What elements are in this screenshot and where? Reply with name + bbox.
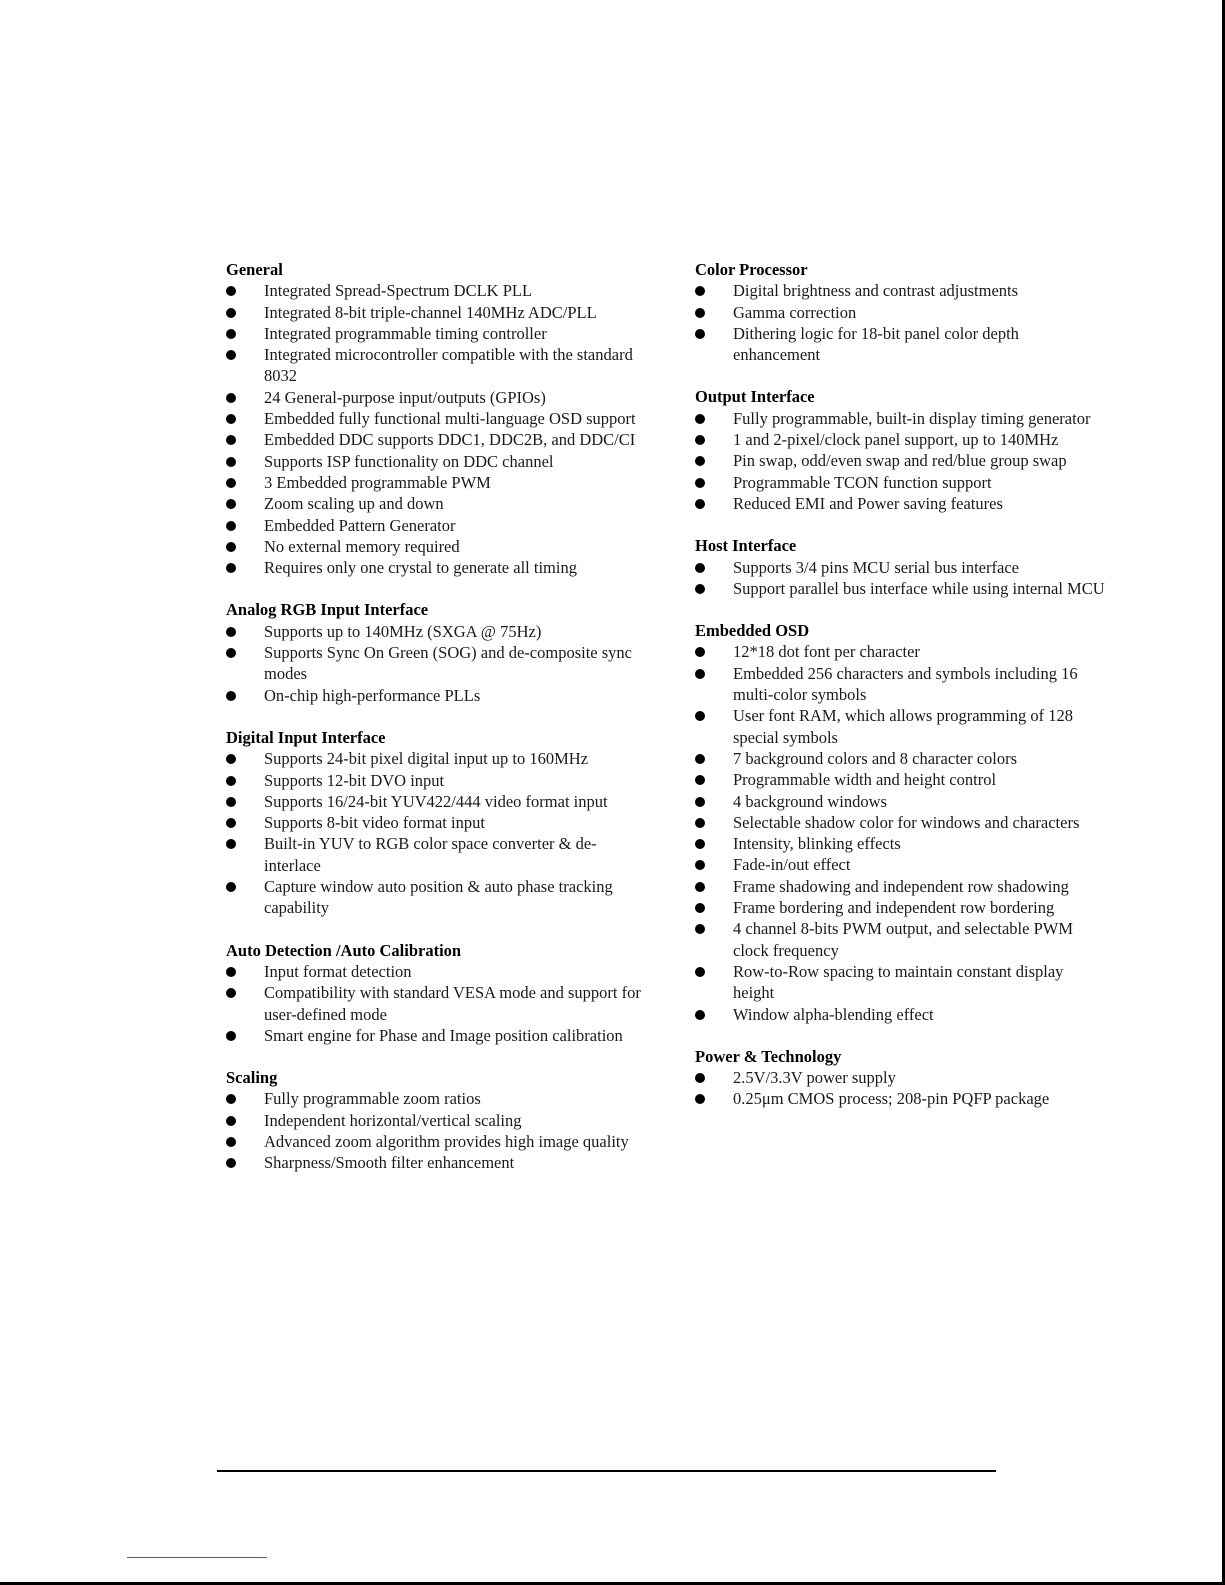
feature-item: Supports 16/24-bit YUV422/444 video format input xyxy=(226,791,646,812)
section-title: Scaling xyxy=(226,1068,278,1088)
section-title: Color Processor xyxy=(695,260,808,279)
feature-list xyxy=(695,280,1107,365)
feature-list xyxy=(226,961,646,1046)
feature-item: Programmable width and height control xyxy=(695,769,1107,790)
feature-list xyxy=(226,748,646,918)
feature-item: Compatibility with standard VESA mode and support for user-defined mode xyxy=(226,982,646,1025)
feature-list xyxy=(695,557,1107,600)
section-general xyxy=(226,259,646,578)
feature-item: Supports ISP functionality on DDC channel xyxy=(226,451,646,472)
feature-list xyxy=(695,641,1107,1024)
feature-item: Sharpness/Smooth filter enhancement xyxy=(226,1152,646,1173)
feature-item: Requires only one crystal to generate all timing xyxy=(226,557,646,578)
feature-list xyxy=(695,408,1107,514)
section-title: Output Interface xyxy=(695,387,815,407)
feature-item: Supports 12-bit DVO input xyxy=(226,770,646,791)
feature-item: Fully programmable zoom ratios xyxy=(226,1088,646,1109)
feature-item: Intensity, blinking effects xyxy=(695,833,1107,854)
section-power-technology xyxy=(695,1046,1107,1110)
section-output-interface xyxy=(695,386,1107,514)
section-scaling xyxy=(226,1067,646,1173)
feature-item: Supports 8-bit video format input xyxy=(226,812,646,833)
feature-item: Input format detection xyxy=(226,961,646,982)
feature-item: Supports up to 140MHz (SXGA @ 75Hz) xyxy=(226,621,646,642)
feature-item: Pin swap, odd/even swap and red/blue group swap xyxy=(695,450,1107,471)
feature-item: Smart engine for Phase and Image position calibration xyxy=(226,1025,646,1046)
feature-item: On-chip high-performance PLLs xyxy=(226,685,646,706)
feature-item: Integrated programmable timing controller xyxy=(226,323,646,344)
section-title: Host Interface xyxy=(695,536,797,556)
feature-item: Independent horizontal/vertical scaling xyxy=(226,1110,646,1131)
feature-item: Support parallel bus interface while using internal MCU xyxy=(695,578,1107,599)
feature-item: Integrated Spread-Spectrum DCLK PLL xyxy=(226,280,646,301)
feature-item: Built-in YUV to RGB color space converter & de-interlace xyxy=(226,833,646,876)
feature-item: 24 General-purpose input/outputs (GPIOs) xyxy=(226,387,646,408)
feature-item: Embedded DDC supports DDC1, DDC2B, and DDC/CI xyxy=(226,429,646,450)
feature-item: Frame shadowing and independent row shadowing xyxy=(695,876,1107,897)
feature-item: Dithering logic for 18-bit panel color depth enhancement xyxy=(695,323,1107,366)
feature-item: Selectable shadow color for windows and characters xyxy=(695,812,1107,833)
feature-item: Supports 24-bit pixel digital input up to 160MHz xyxy=(226,748,646,769)
feature-list xyxy=(226,621,646,706)
section-title: Embedded OSD xyxy=(695,621,810,641)
feature-item: Window alpha-blending effect xyxy=(695,1004,1107,1025)
feature-list xyxy=(226,280,646,578)
section-title: Digital Input Interface xyxy=(226,727,386,747)
feature-item: Gamma correction xyxy=(695,302,1107,323)
section-title: Auto Detection /Auto Calibration xyxy=(226,940,462,960)
feature-item: Fully programmable, built-in display timing generator xyxy=(695,408,1107,429)
section-host-interface xyxy=(695,535,1107,599)
left-column xyxy=(226,259,646,1195)
feature-item: 7 background colors and 8 character colors xyxy=(695,748,1107,769)
feature-item: Fade-in/out effect xyxy=(695,854,1107,875)
feature-item: Reduced EMI and Power saving features xyxy=(695,493,1107,514)
feature-item: Integrated microcontroller compatible with the standard 8032 xyxy=(226,344,646,387)
feature-item: 4 channel 8-bits PWM output, and selectable PWM clock frequency xyxy=(695,918,1107,961)
feature-item: 4 background windows xyxy=(695,791,1107,812)
feature-item: Advanced zoom algorithm provides high image quality xyxy=(226,1131,646,1152)
feature-item: Supports 3/4 pins MCU serial bus interface xyxy=(695,557,1107,578)
feature-list xyxy=(695,1067,1107,1110)
feature-item: Supports Sync On Green (SOG) and de-composite sync modes xyxy=(226,642,646,685)
feature-item: 0.25μm CMOS process; 208-pin PQFP package xyxy=(695,1088,1107,1109)
feature-list xyxy=(226,1088,646,1173)
feature-item: User font RAM, which allows programming of 128 special symbols xyxy=(695,705,1107,748)
feature-item: Capture window auto position & auto phase tracking capability xyxy=(226,876,646,919)
feature-item: 12*18 dot font per character xyxy=(695,641,1107,662)
section-title: Power & Technology xyxy=(695,1046,842,1066)
feature-item: 1 and 2-pixel/clock panel support, up to 140MHz xyxy=(695,429,1107,450)
feature-item: Row-to-Row spacing to maintain constant display height xyxy=(695,961,1107,1004)
section-analog-rgb-input-interface xyxy=(226,599,646,705)
section-embedded-osd xyxy=(695,620,1107,1025)
feature-item: Frame bordering and independent row bordering xyxy=(695,897,1107,918)
feature-item: No external memory required xyxy=(226,536,646,557)
footer-link-underline xyxy=(127,1557,267,1558)
section-auto-detection-auto-calibration xyxy=(226,940,646,1046)
feature-item: Digital brightness and contrast adjustments xyxy=(695,280,1107,301)
section-digital-input-interface xyxy=(226,727,646,919)
feature-item: Integrated 8-bit triple-channel 140MHz ADC/PLL xyxy=(226,302,646,323)
section-color-processor xyxy=(695,259,1107,365)
feature-item: Zoom scaling up and down xyxy=(226,493,646,514)
feature-item: Embedded Pattern Generator xyxy=(226,515,646,536)
feature-item: Programmable TCON function support xyxy=(695,472,1107,493)
right-column xyxy=(695,259,1107,1131)
feature-item: 2.5V/3.3V power supply xyxy=(695,1067,1107,1088)
footer-rule xyxy=(217,1470,996,1472)
section-title: Analog RGB Input Interface xyxy=(226,600,429,620)
feature-item: Embedded 256 characters and symbols including 16 multi-color symbols xyxy=(695,663,1107,706)
feature-item: 3 Embedded programmable PWM xyxy=(226,472,646,493)
section-title: General xyxy=(226,260,283,279)
feature-item: Embedded fully functional multi-language OSD support xyxy=(226,408,646,429)
